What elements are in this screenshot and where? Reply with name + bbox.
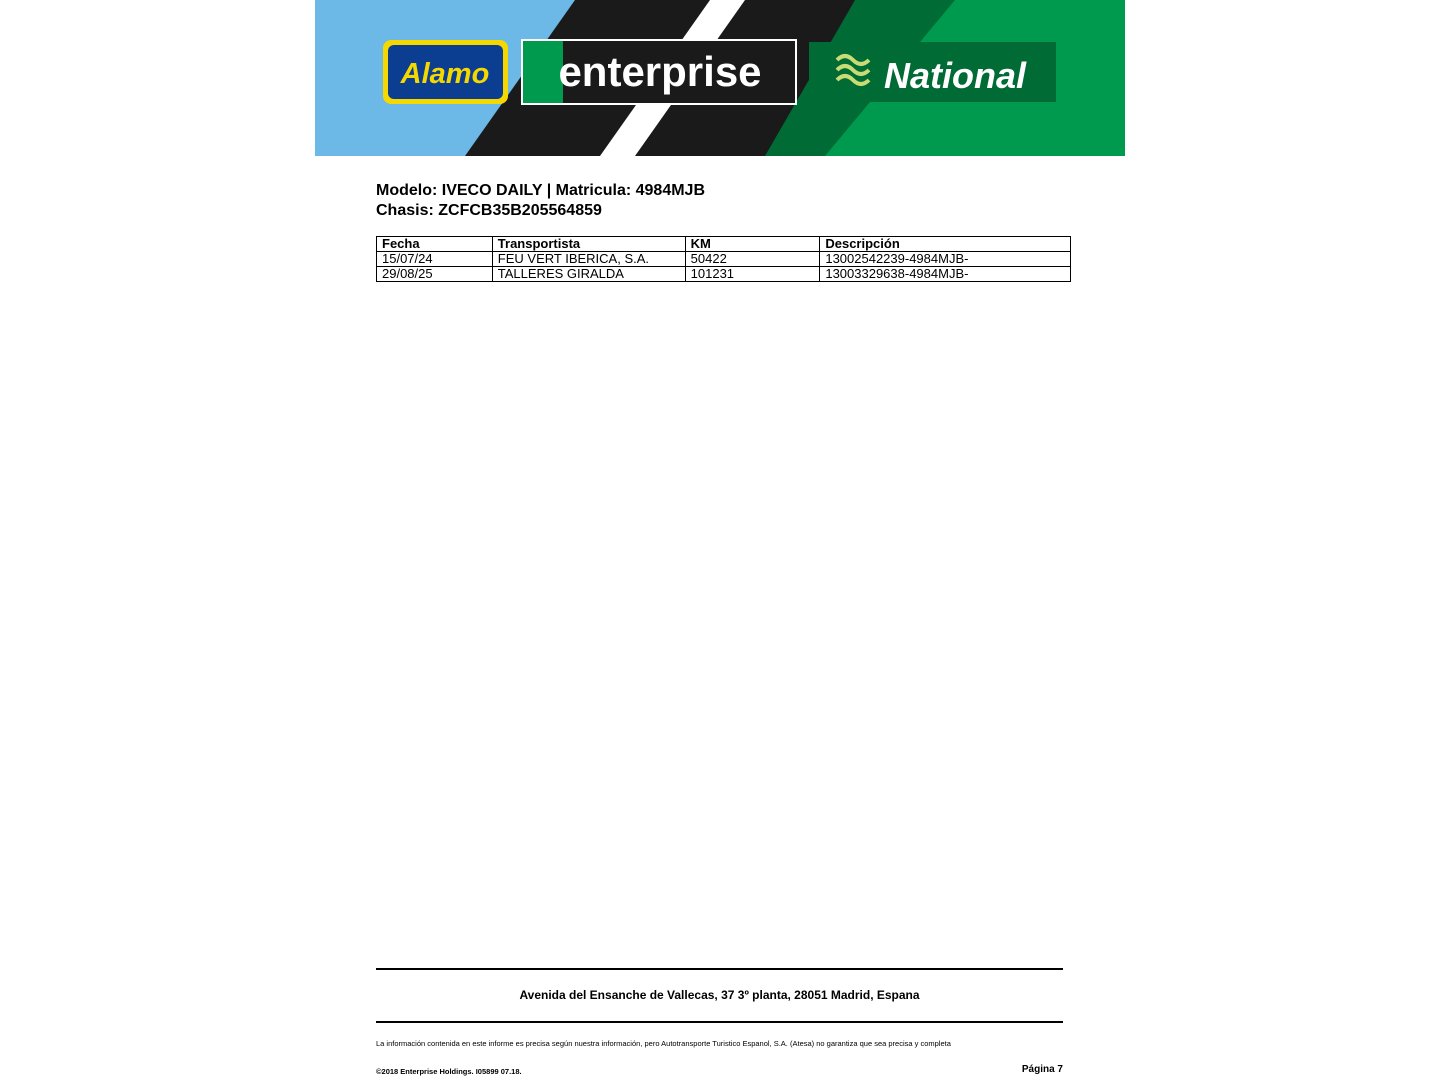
cell-fecha: 29/08/25 (377, 267, 493, 282)
footer-disclaimer: La información contenida en este informe es precisa según nuestra información, pero Autotransporte Turistico Espanol, S.A. (Atesa) no garantiza que sea precisa y completa (376, 1039, 951, 1048)
maintenance-table (376, 236, 1071, 282)
column-header-transportista: Transportista (492, 237, 685, 252)
footer-address: Avenida del Ensanche de Vallecas, 37 3º planta, 28051 Madrid, Espana (519, 988, 920, 1002)
column-header-fecha: Fecha (377, 237, 493, 252)
svg-text:Alamo: Alamo (400, 58, 490, 90)
vehicle-chassis: Chasis: ZCFCB35B205564859 (376, 202, 602, 219)
footer-divider-top (376, 968, 1063, 970)
footer-divider-bottom (376, 1021, 1063, 1023)
cell-transportista: FEU VERT IBERICA, S.A. (492, 252, 685, 267)
enterprise-logo (522, 40, 796, 104)
column-header-descripcion: Descripción (820, 237, 1071, 252)
brand-banner (315, 0, 1125, 156)
cell-km: 101231 (685, 267, 820, 282)
vehicle-model-plate: Modelo: IVECO DAILY | Matricula: 4984MJB (376, 182, 705, 199)
table-header-row (377, 237, 1071, 252)
cell-descripcion: 13003329638-4984MJB- (820, 267, 1071, 282)
national-logo (809, 42, 1056, 102)
footer-copyright: ©2018 Enterprise Holdings. I05899 07.18. (376, 1067, 522, 1076)
table-row (377, 267, 1071, 282)
svg-text:enterprise: enterprise (558, 48, 762, 95)
cell-transportista: TALLERES GIRALDA (492, 267, 685, 282)
cell-fecha: 15/07/24 (377, 252, 493, 267)
table-row (377, 252, 1071, 267)
svg-text:National: National (883, 55, 1027, 96)
cell-descripcion: 13002542239-4984MJB- (820, 252, 1071, 267)
cell-km: 50422 (685, 252, 820, 267)
alamo-logo (383, 40, 508, 104)
column-header-km: KM (685, 237, 820, 252)
page-number: Página 7 (1021, 1064, 1063, 1075)
